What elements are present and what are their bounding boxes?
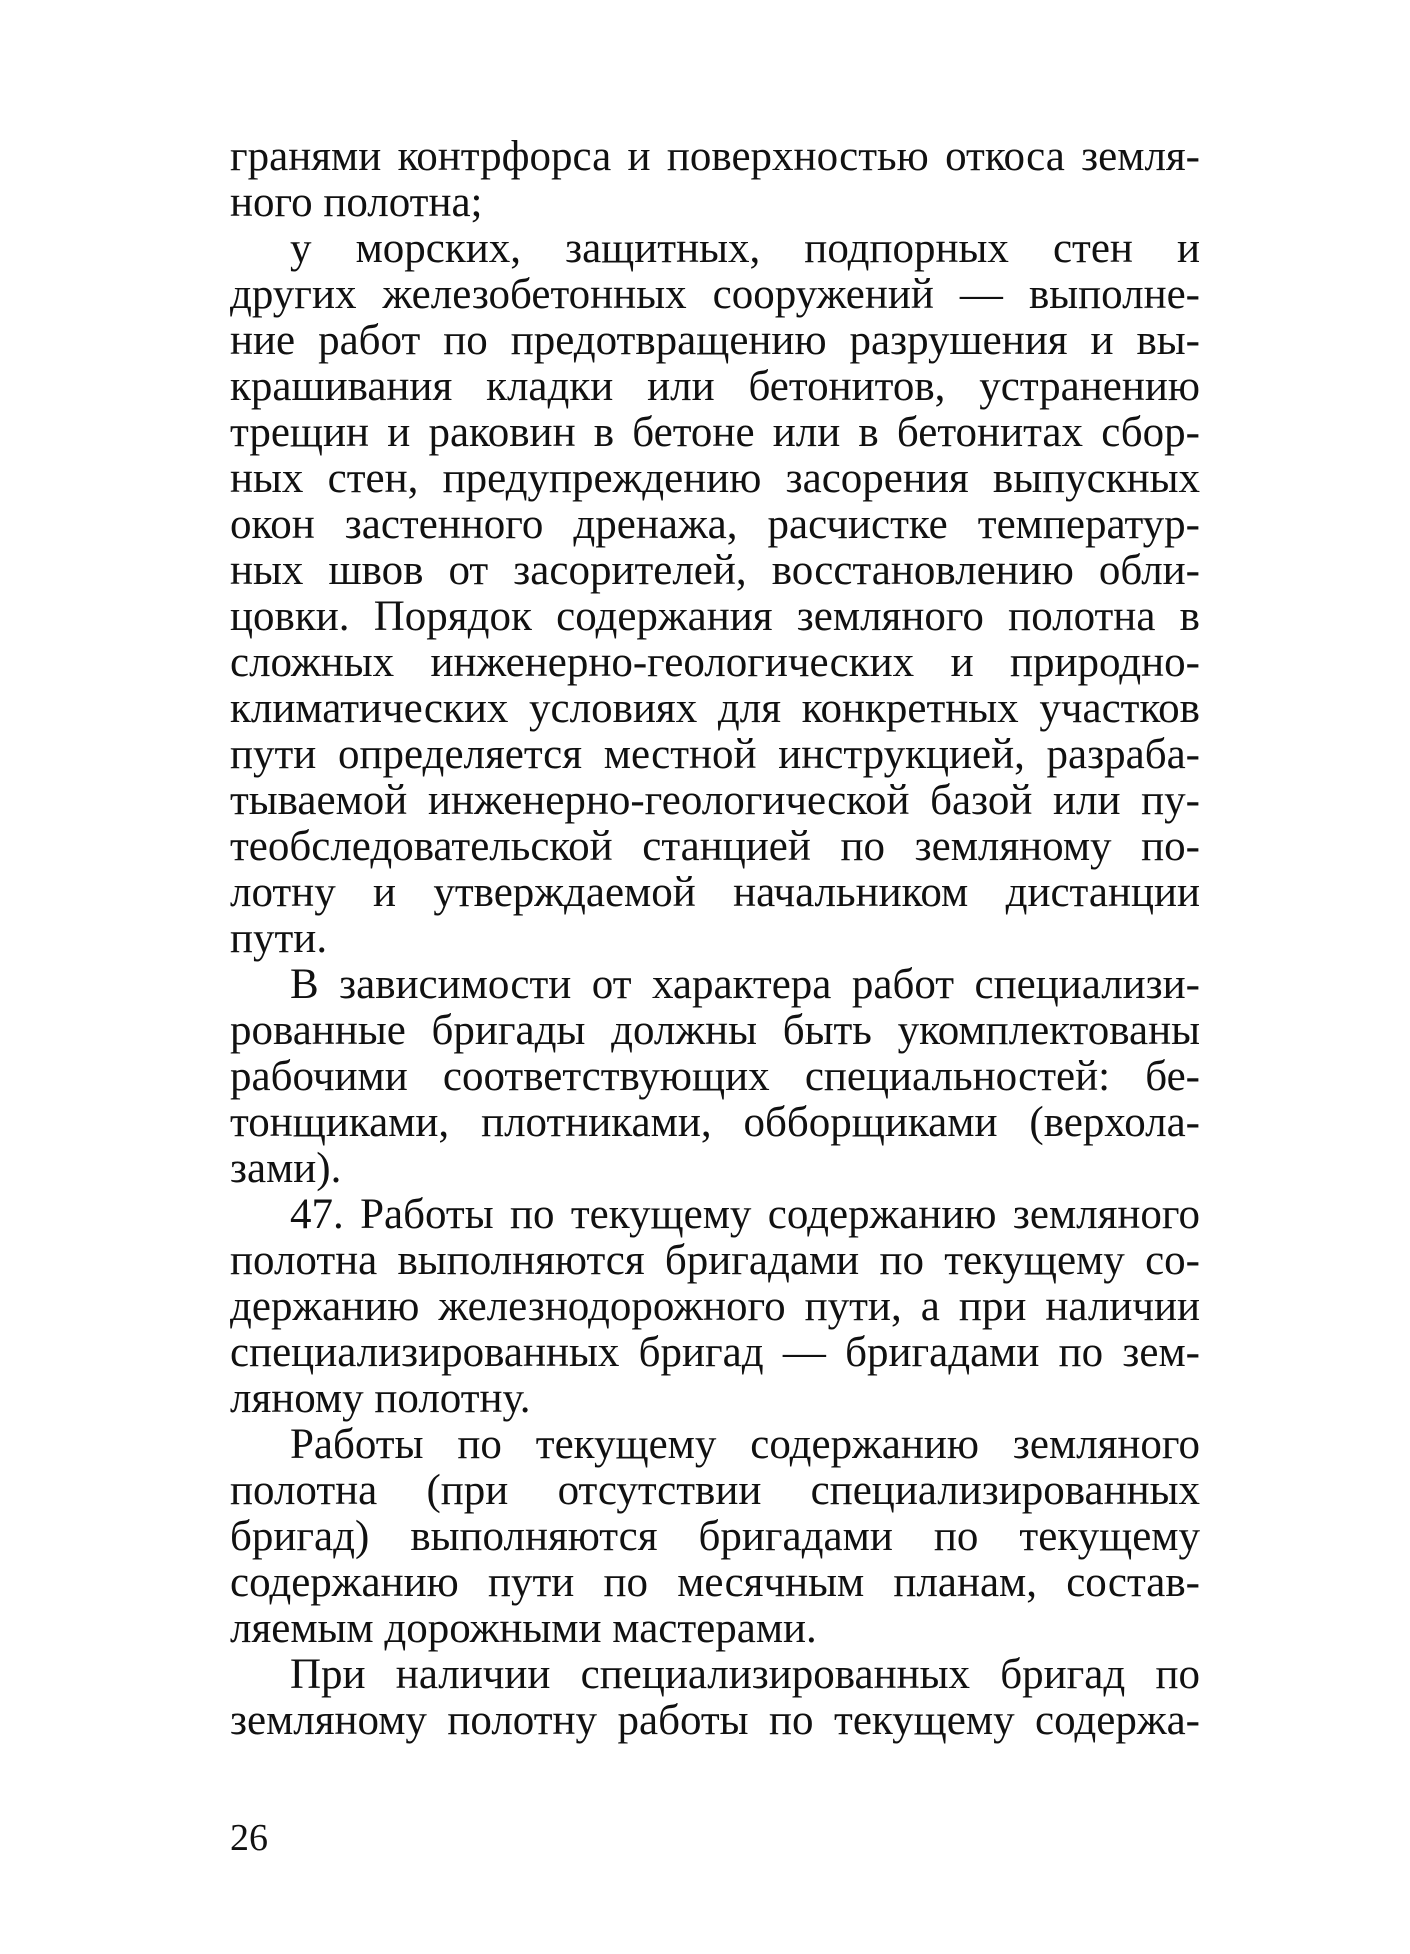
text-line: ние работ по предотвращению разрушения и вы-: [230, 318, 1200, 364]
text-line: ляемым дорожными мастерами.: [230, 1606, 817, 1652]
text-line: зами).: [230, 1146, 342, 1192]
text-line: рабочими соответствующих специальностей: бе-: [230, 1054, 1200, 1100]
page-number: 26: [230, 1817, 268, 1859]
text-line: цовки. Порядок содержания земляного полотна в: [230, 594, 1200, 640]
text-line: полотна выполняются бригадами по текущему со-: [230, 1238, 1200, 1284]
text-line: у морских, защитных, подпорных стен и: [290, 226, 1200, 272]
text-line: ных стен, предупреждению засорения выпускных: [230, 456, 1200, 502]
text-line: лотну и утверждаемой начальником дистанции: [230, 870, 1200, 916]
text-line: специализированных бригад — бригадами по зем-: [230, 1330, 1200, 1376]
text-line: При наличии специализированных бригад по: [290, 1652, 1200, 1698]
text-line: сложных инженерно-геологических и природно-: [230, 640, 1200, 686]
text-line: других железобетонных сооружений — выполне-: [230, 272, 1200, 318]
text-line: Работы по текущему содержанию земляного: [290, 1422, 1200, 1468]
text-line: В зависимости от характера работ специализи-: [290, 962, 1200, 1008]
text-line: ного полотна;: [230, 180, 483, 226]
text-line: держанию железнодорожного пути, а при наличии: [230, 1284, 1200, 1330]
text-line: бригад) выполняются бригадами по текущему: [230, 1514, 1200, 1560]
text-line: климатических условиях для конкретных участков: [230, 686, 1200, 732]
text-line: полотна (при отсутствии специализированных: [230, 1468, 1200, 1514]
text-line: рованные бригады должны быть укомплектованы: [230, 1008, 1200, 1054]
text-line: содержанию пути по месячным планам, состав-: [230, 1560, 1200, 1606]
text-line: гранями контрфорса и поверхностью откоса земля-: [230, 134, 1200, 180]
text-line: 47. Работы по текущему содержанию земляного: [290, 1192, 1200, 1238]
text-line: ных швов от засорителей, восстановлению обли-: [230, 548, 1200, 594]
body-text: [230, 134, 1200, 1744]
text-line: пути определяется местной инструкцией, разраба-: [230, 732, 1200, 778]
text-line: пути.: [230, 916, 328, 962]
text-line: ляному полотну.: [230, 1376, 531, 1422]
text-line: трещин и раковин в бетоне или в бетонитах сбор-: [230, 410, 1200, 456]
text-line: теобследовательской станцией по земляному по-: [230, 824, 1200, 870]
text-line: окон застенного дренажа, расчистке температур-: [230, 502, 1200, 548]
text-line: тываемой инженерно-геологической базой или пу-: [230, 778, 1200, 824]
text-line: тонщиками, плотниками, обборщиками (верхола-: [230, 1100, 1200, 1146]
text-line: крашивания кладки или бетонитов, устранению: [230, 364, 1200, 410]
text-line: земляному полотну работы по текущему содержа-: [230, 1698, 1200, 1744]
